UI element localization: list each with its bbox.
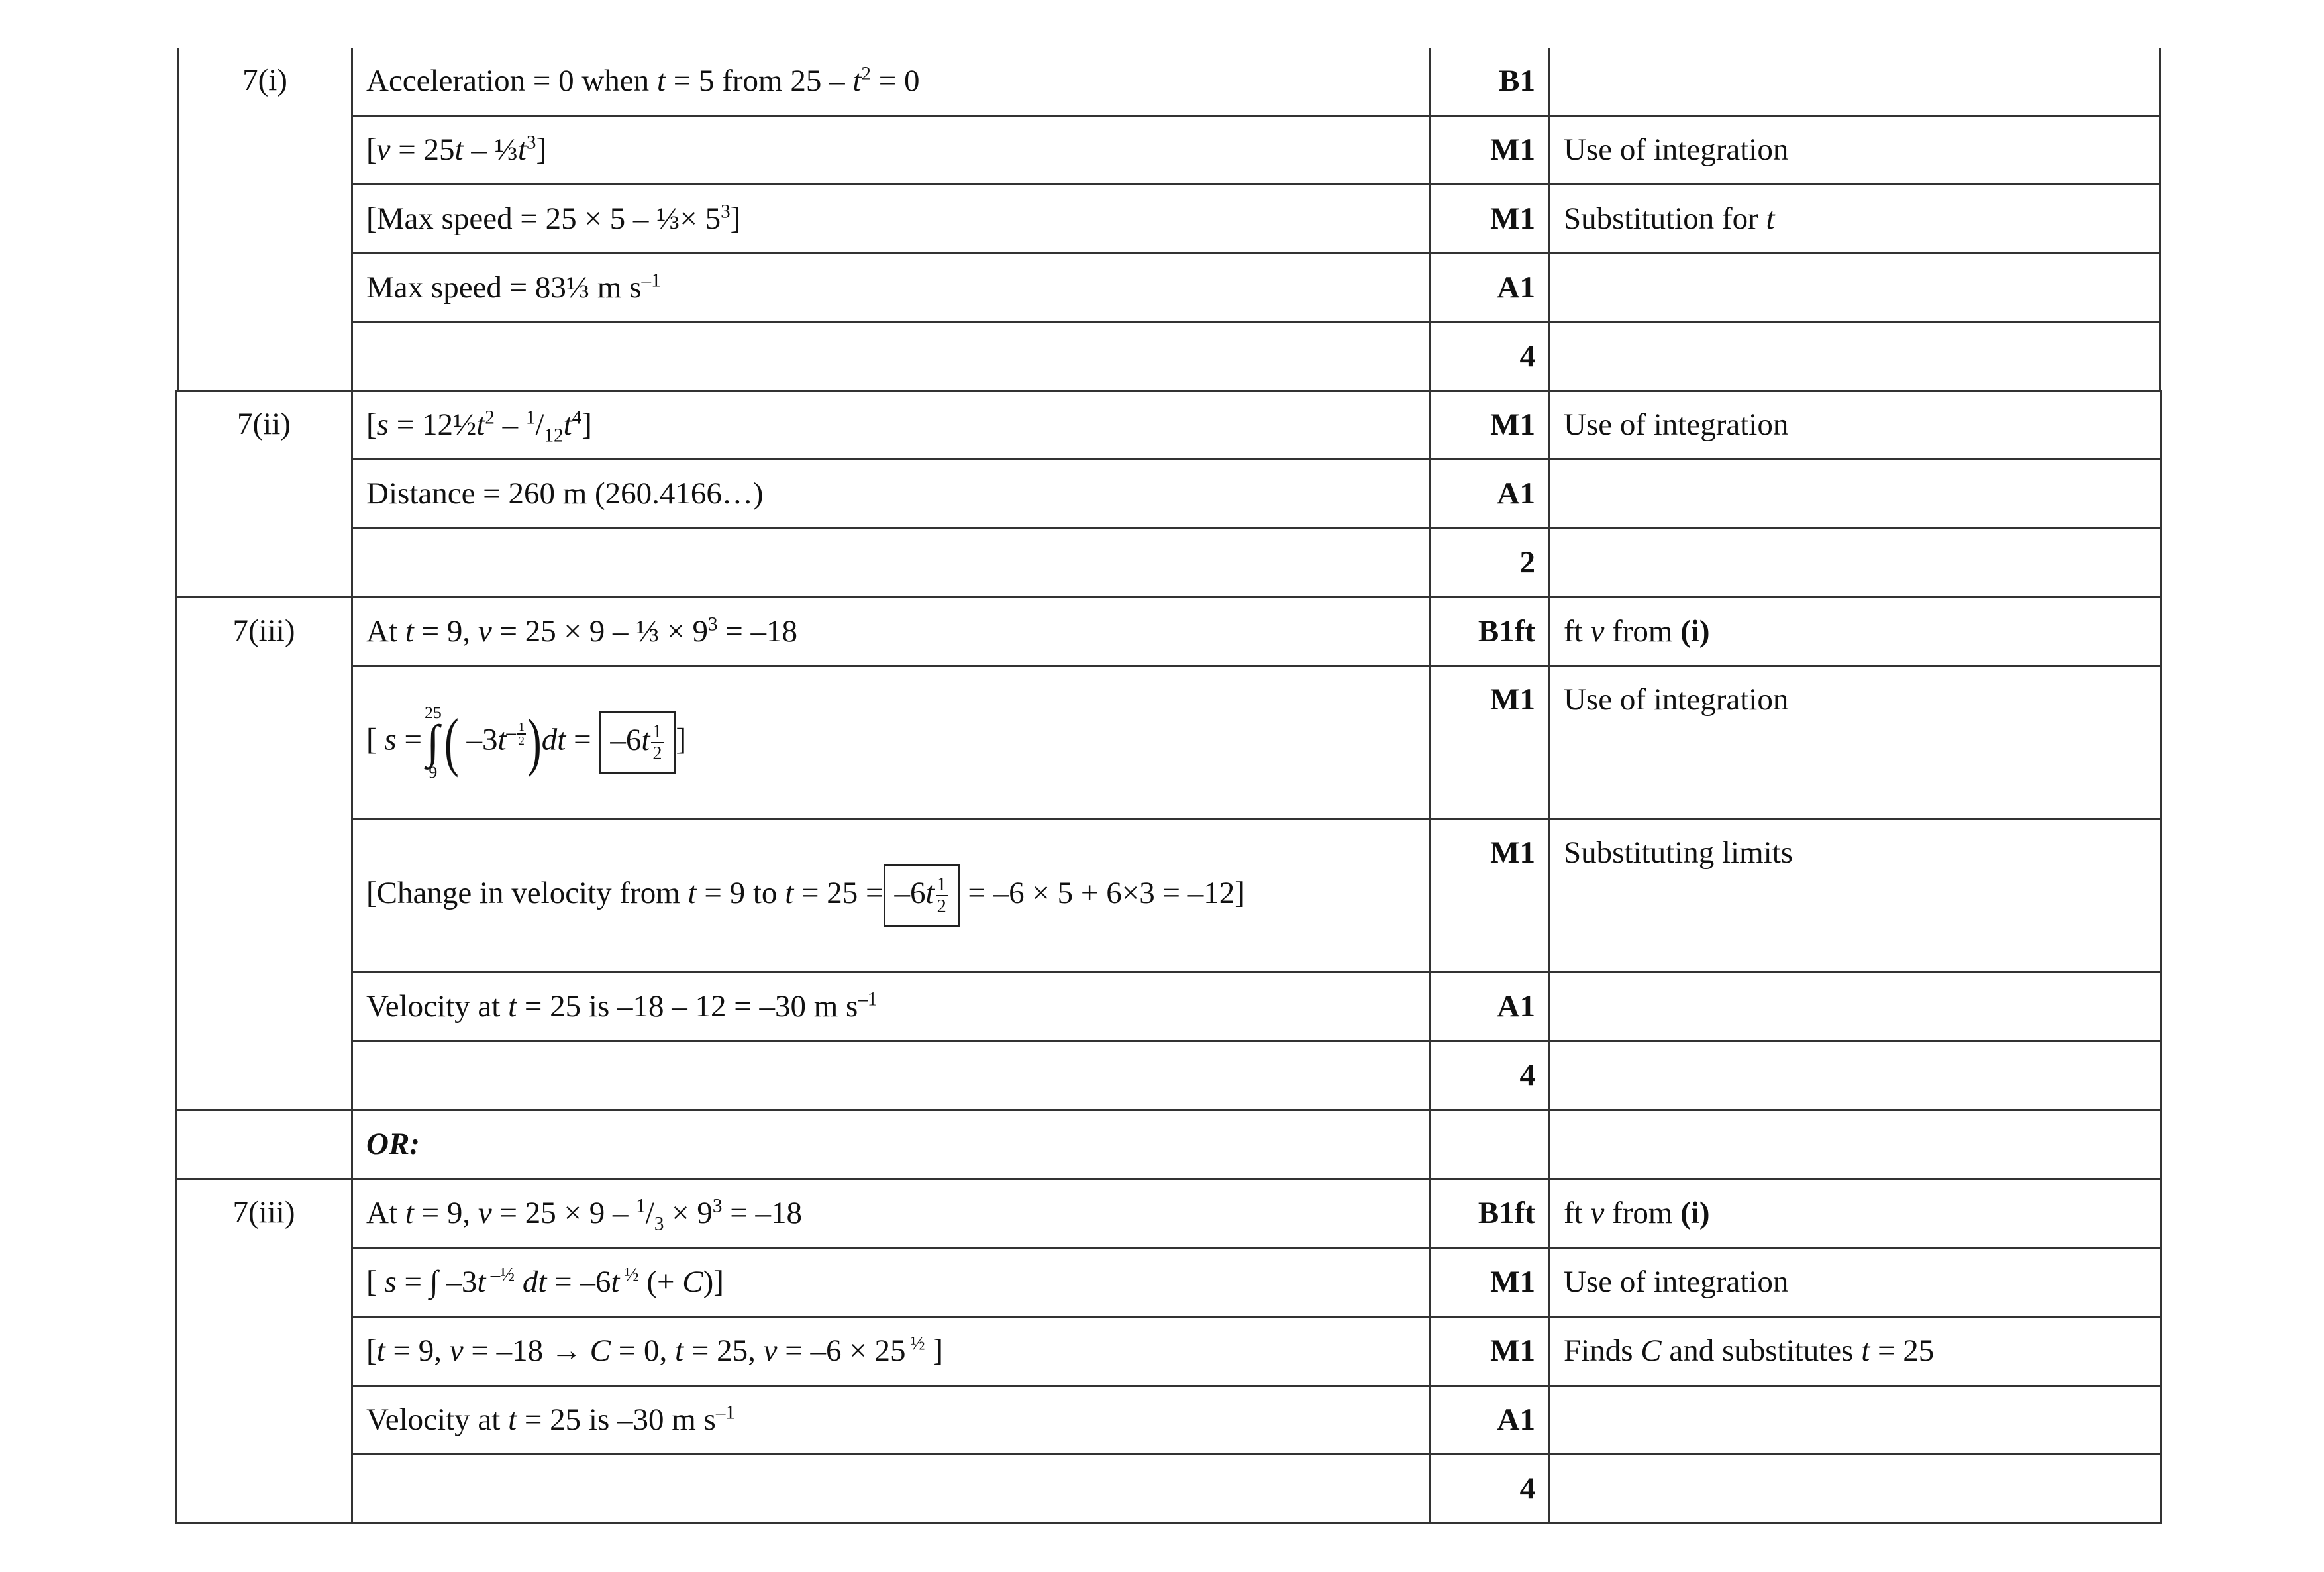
answer-var: v [449, 1334, 464, 1369]
guidance-cell [1550, 1455, 2161, 1524]
answer-text: = 25 × 9 – ⅓ × 9 [491, 614, 708, 649]
guidance-text: from [1604, 1196, 1681, 1231]
guidance-cell [1550, 185, 2160, 254]
answer-text: = [566, 722, 599, 757]
answer-var: v [478, 1196, 492, 1231]
fraction-denominator: 2 [652, 743, 662, 764]
answer-var: t [656, 64, 666, 99]
answer-sub: 12 [544, 425, 564, 446]
question-number: 7(ii) [176, 391, 352, 598]
table-row [176, 972, 2161, 1041]
guidance-ref: (i) [1680, 614, 1710, 649]
table-row [176, 1248, 2161, 1317]
answer-text: = 25 is –18 – 12 = –30 m s [517, 989, 858, 1024]
answer-cell [352, 529, 1431, 598]
exponent-fraction [651, 721, 663, 764]
question-number [176, 1110, 352, 1179]
answer-cell [352, 1455, 1431, 1524]
answer-text: = 9, [385, 1334, 450, 1369]
exponent-sign: – [506, 722, 517, 744]
question-number: 7(i) [178, 48, 352, 392]
answer-text: [ [366, 1265, 385, 1300]
answer-var: t [454, 132, 464, 168]
answer-text: (+ [638, 1265, 683, 1300]
fraction-denominator: 2 [936, 896, 946, 917]
mark-cell: M1 [1431, 666, 1550, 819]
answer-text: = –18 → [463, 1334, 590, 1369]
answer-var: t [641, 722, 650, 757]
answer-var: t [497, 722, 507, 757]
fraction-numerator: 1 [651, 721, 663, 743]
answer-cell [352, 391, 1431, 460]
answer-var: t [517, 132, 527, 168]
answer-var: t [476, 407, 485, 443]
table-row [176, 391, 2161, 460]
fraction-numerator: 1 [517, 721, 526, 735]
mark-cell: M1 [1431, 1317, 1550, 1386]
answer-sup: ½ [905, 1333, 925, 1355]
answer-text: / [645, 1196, 654, 1231]
guidance-text: from [1604, 614, 1681, 649]
table-row [176, 666, 2161, 819]
answer-text: –6 [610, 722, 642, 757]
or-label: OR: [352, 1110, 1431, 1179]
total-mark-cell: 4 [1431, 323, 1550, 392]
answer-text: = 0, [610, 1334, 675, 1369]
paren-close: ) [527, 706, 542, 779]
answer-text: ] [676, 722, 687, 757]
answer-var: v [478, 614, 492, 649]
evaluation-bracket [599, 711, 676, 774]
answer-text: = 9 to [696, 875, 785, 910]
guidance-cell [1550, 1386, 2161, 1455]
guidance-var: t [1766, 201, 1775, 236]
table-row [176, 1041, 2161, 1110]
integral-lower-limit: 9 [429, 762, 438, 782]
answer-text: = –18 [722, 1196, 802, 1231]
integral-sign [425, 704, 442, 780]
guidance-cell [1550, 323, 2160, 392]
guidance-text: Finds [1564, 1334, 1641, 1369]
guidance-var: v [1590, 1196, 1605, 1231]
answer-var: v [376, 132, 391, 168]
mark-cell: M1 [1431, 391, 1550, 460]
guidance-cell: Use of integration [1550, 391, 2161, 460]
mark-cell: M1 [1431, 819, 1550, 972]
answer-var: t [687, 875, 697, 910]
answer-text: = 25, [683, 1334, 764, 1369]
answer-text: = ∫ –3 [396, 1265, 478, 1300]
table-row [176, 460, 2161, 529]
paren-open: ( [444, 706, 459, 779]
evaluation-bracket [884, 864, 960, 927]
table-row [178, 185, 2160, 254]
answer-text: ] [925, 1334, 943, 1369]
answer-text: [ [366, 722, 385, 757]
answer-cell [352, 1317, 1431, 1386]
answer-text: = 25 = [793, 875, 884, 910]
answer-sup: –½ [485, 1264, 515, 1286]
integral-symbol: ∫ [427, 716, 440, 768]
guidance-cell [1550, 598, 2161, 666]
guidance-text: = 25 [1870, 1334, 1935, 1369]
mark-cell: M1 [1431, 185, 1550, 254]
guidance-cell: Use of integration [1550, 666, 2161, 819]
answer-text: Velocity at [366, 1402, 509, 1438]
answer-var: t [675, 1334, 684, 1369]
guidance-text: and substitutes [1661, 1334, 1862, 1369]
answer-cell [352, 116, 1431, 185]
mark-cell: B1 [1431, 48, 1550, 116]
answer-sup: 3 [712, 1195, 723, 1217]
table-row [176, 819, 2161, 972]
answer-text: = –6 [546, 1265, 611, 1300]
answer-var: t [477, 1265, 486, 1300]
mark-cell: A1 [1431, 460, 1550, 529]
answer-text: Acceleration = 0 when [366, 64, 657, 99]
answer-text: = 5 from 25 – [665, 64, 853, 99]
answer-cell: Distance = 260 m (260.4166…) [352, 460, 1431, 529]
table-row [176, 1317, 2161, 1386]
guidance-text: ft [1564, 1196, 1591, 1231]
answer-sup: ½ [619, 1264, 639, 1286]
answer-cell [352, 666, 1431, 819]
guidance-cell [1550, 254, 2160, 323]
answer-cell [352, 598, 1431, 666]
table-row [178, 48, 2160, 116]
answer-text: [ [366, 407, 377, 443]
question-number: 7(iii) [176, 1179, 352, 1524]
answer-text: = [396, 722, 422, 757]
exponent-fraction [517, 721, 526, 747]
answer-cell [352, 972, 1431, 1041]
guidance-cell [1550, 48, 2160, 116]
answer-text: × 9 [664, 1196, 713, 1231]
answer-sup: 4 [572, 407, 582, 429]
answer-text: – ⅓ [463, 132, 518, 168]
answer-cell [352, 323, 1431, 392]
table-row [176, 529, 2161, 598]
integral-upper-limit: 25 [424, 703, 442, 723]
mark-scheme-table-7ii-7iii [175, 390, 2162, 1524]
table-row [176, 1110, 2161, 1179]
answer-cell [352, 819, 1431, 972]
answer-var: t [563, 407, 572, 443]
total-mark-cell: 4 [1431, 1455, 1550, 1524]
answer-var: s [384, 1265, 397, 1300]
answer-var: C [682, 1265, 703, 1300]
answer-sup: 2 [485, 407, 495, 429]
answer-sup: 3 [526, 132, 536, 154]
answer-text: = –6 × 25 [777, 1334, 906, 1369]
fraction-denominator: 2 [519, 734, 525, 748]
mark-scheme-table-7i [177, 48, 2161, 392]
answer-text: = 9, [413, 614, 478, 649]
guidance-var: v [1590, 614, 1605, 649]
answer-var: t [376, 1334, 385, 1369]
answer-text: = 25 [390, 132, 455, 168]
answer-text: ] [581, 407, 592, 443]
answer-text: = 0 [870, 64, 920, 99]
table-row [178, 254, 2160, 323]
answer-text: Max speed = 83⅓ m s [366, 270, 642, 305]
guidance-ref: (i) [1680, 1196, 1710, 1231]
answer-var: t [405, 614, 414, 649]
mark-cell: A1 [1431, 1386, 1550, 1455]
mark-cell: M1 [1431, 1248, 1550, 1317]
guidance-text: Substitution for [1564, 201, 1766, 236]
answer-text: = 25 is –30 m s [517, 1402, 716, 1438]
answer-var: s [384, 722, 397, 757]
answer-sup: –1 [858, 988, 878, 1010]
answer-cell [352, 1041, 1431, 1110]
mark-cell [1431, 1110, 1550, 1179]
answer-var: t [785, 875, 794, 910]
answer-text: [Change in velocity from [366, 875, 688, 910]
guidance-cell: Substituting limits [1550, 819, 2161, 972]
answer-var: t [508, 989, 517, 1024]
guidance-cell [1550, 1041, 2161, 1110]
answer-sub: 3 [654, 1213, 664, 1235]
answer-text: )] [703, 1265, 724, 1300]
answer-var: t [852, 64, 862, 99]
guidance-var: t [1861, 1334, 1870, 1369]
answer-text: = 12½ [388, 407, 477, 443]
mark-cell: B1ft [1431, 1179, 1550, 1248]
answer-var: t [508, 1402, 517, 1438]
fraction-numerator: 1 [936, 874, 948, 896]
answer-sup: –1 [715, 1402, 735, 1424]
answer-cell [352, 254, 1431, 323]
answer-cell [352, 1179, 1431, 1248]
question-number: 7(iii) [176, 598, 352, 1110]
answer-text: / [535, 407, 544, 443]
answer-text: [Max speed = 25 × 5 – ⅓× 5 [366, 201, 721, 236]
answer-text: –6 [894, 875, 926, 910]
answer-sup: –1 [641, 270, 661, 291]
answer-sup: 1 [636, 1195, 646, 1217]
table-row [176, 1455, 2161, 1524]
answer-text: – [494, 407, 526, 443]
answer-var: t [611, 1265, 620, 1300]
answer-var: t [405, 1196, 414, 1231]
answer-text: –3 [458, 722, 498, 757]
mark-cell: B1ft [1431, 598, 1550, 666]
answer-sup: 1 [525, 407, 536, 429]
answer-cell [352, 185, 1431, 254]
guidance-var: C [1641, 1334, 1662, 1369]
total-mark-cell: 2 [1431, 529, 1550, 598]
answer-text: [ [366, 1334, 377, 1369]
answer-text: = 9, [413, 1196, 478, 1231]
guidance-cell [1550, 529, 2161, 598]
table-row [176, 1386, 2161, 1455]
answer-text: ] [536, 132, 547, 168]
answer-var: dt [541, 722, 566, 757]
total-mark-cell: 4 [1431, 1041, 1550, 1110]
exponent [506, 720, 527, 748]
guidance-cell [1550, 460, 2161, 529]
answer-text: At [366, 614, 405, 649]
answer-text: = 25 × 9 – [491, 1196, 636, 1231]
answer-text: At [366, 1196, 405, 1231]
answer-text: ] [730, 201, 741, 236]
guidance-text: ft [1564, 614, 1591, 649]
answer-var: s [376, 407, 389, 443]
answer-text: Velocity at [366, 989, 509, 1024]
mark-cell: A1 [1431, 254, 1550, 323]
table-row [176, 598, 2161, 666]
answer-sup: 3 [707, 613, 718, 635]
guidance-cell [1550, 1317, 2161, 1386]
answer-text: = –6 × 5 + 6×3 = –12] [960, 875, 1245, 910]
answer-text: [ [366, 132, 377, 168]
guidance-cell [1550, 972, 2161, 1041]
table-row [178, 116, 2160, 185]
exponent-fraction [936, 874, 948, 917]
table-row [176, 1179, 2161, 1248]
table-row [178, 323, 2160, 392]
answer-var: v [763, 1334, 778, 1369]
answer-var: C [589, 1334, 611, 1369]
answer-cell [352, 48, 1431, 116]
answer-sup: 2 [861, 63, 871, 85]
answer-var: dt [515, 1265, 547, 1300]
guidance-cell [1550, 1110, 2161, 1179]
answer-sup: 3 [721, 201, 731, 223]
guidance-cell [1550, 1179, 2161, 1248]
guidance-cell: Use of integration [1550, 1248, 2161, 1317]
mark-cell: A1 [1431, 972, 1550, 1041]
answer-var: t [925, 875, 935, 910]
guidance-cell: Use of integration [1550, 116, 2160, 185]
mark-cell: M1 [1431, 116, 1550, 185]
answer-text: = –18 [717, 614, 798, 649]
answer-cell [352, 1248, 1431, 1317]
answer-cell [352, 1386, 1431, 1455]
